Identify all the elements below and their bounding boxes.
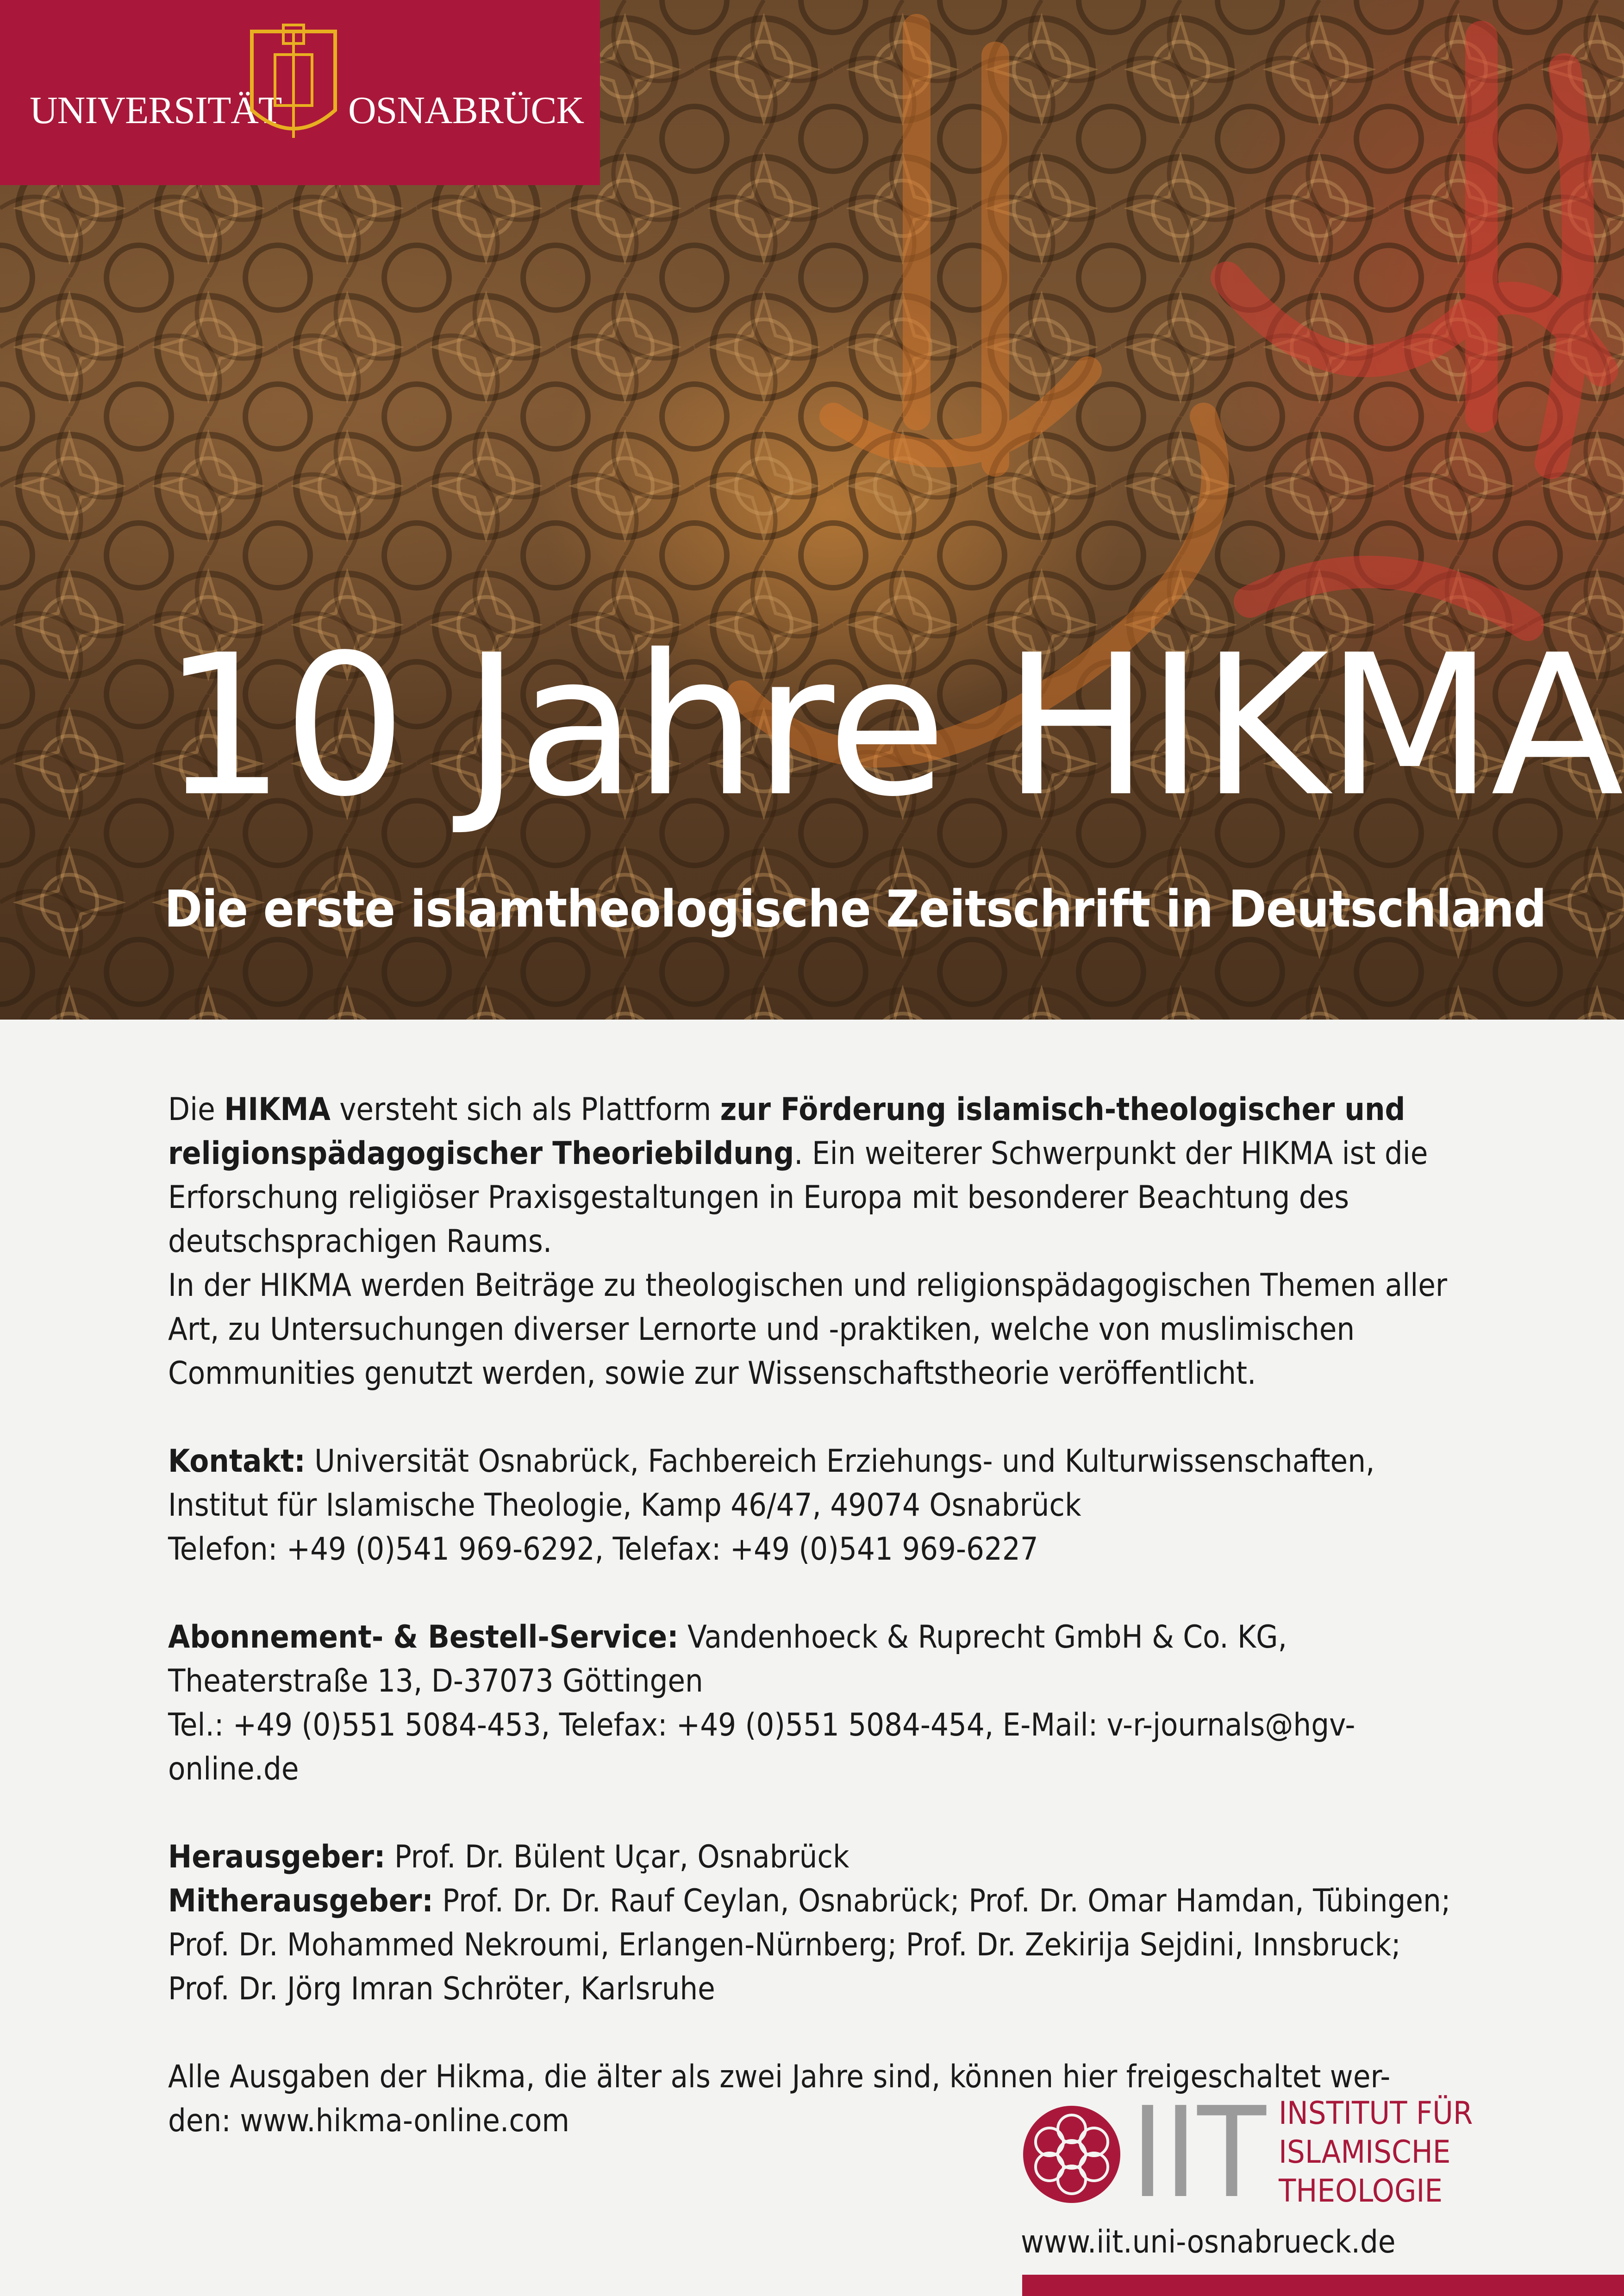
iit-name: INSTITUT FÜR ISLAMISCHE THEOLOGIE <box>1279 2095 1473 2209</box>
body-text <box>168 1088 1464 2143</box>
university-crest-icon <box>243 22 344 156</box>
page-title: 10 Jahre HIKMA <box>162 613 1621 840</box>
page-subtitle: Die erste islamtheologische Zeitschrift in Deutschland <box>164 879 1546 939</box>
editors-block: Herausgeber: Prof. Dr. Bülent Uçar, Osnabrück Mitherausgeber: Prof. Dr. Dr. Rauf Ceylan, Osnabrück; Prof. Dr. Omar Hamdan, Tübingen; Prof. Dr. Mohammed Nekroumi, Erlangen-Nürnberg; Prof. Dr. Zekirija Sejdini, Innsbruck; Prof. Dr. Jörg Imran Schröter, Karlsruhe <box>168 1839 1451 2007</box>
hero-banner <box>0 0 1624 1020</box>
contact-block: Kontakt: Universität Osnabrück, Fachbereich Erziehungs- und Kulturwissenschaften, Institut für Islamische Theologie, Kamp 46/47, 49074 Osnabrück Telefon: +49 (0)541 969-6292, Telefax: +49 (0)541 969-6227 <box>168 1443 1375 1568</box>
logo-text-right: OSNABRÜCK <box>348 89 584 132</box>
intro-paragraph: Die HIKMA versteht sich als Plattform zur Förderung islamisch-theologischer und religionspädagogischer Theoriebildung. Ein weiterer Schwerpunkt der HIKMA ist die Erforschung religiöser Praxisgestaltungen in Europa mit besonderer Beachtung des deutschsprachigen Raums. <box>168 1091 1428 1260</box>
archive-block: Alle Ausgaben der Hikma, die älter als zwei Jahre sind, können hier freigeschaltet wer- den: www.hikma-online.com <box>168 2059 1391 2139</box>
iit-letters: IIT <box>1131 2101 1266 2212</box>
university-logo <box>0 0 600 185</box>
subscription-block: Abonnement- & Bestell-Service: Vandenhoeck & Ruprecht GmbH & Co. KG, Theaterstraße 13, D-37073 Göttingen Tel.: +49 (0)551 5084-453, Telefax: +49 (0)551 5084-454, E-Mail: v-r-journals@hgv-online.de <box>168 1619 1355 1787</box>
rosette-icon <box>1023 2106 1120 2203</box>
logo-text-left: UNIVERSITÄT <box>30 89 282 132</box>
bottom-accent-bar <box>1022 2275 1624 2296</box>
iit-website-link[interactable]: www.iit.uni-osnabrueck.de <box>1021 2224 1396 2260</box>
intro-paragraph-2: In der HIKMA werden Beiträge zu theologischen und religionspädagogischen Themen aller Art, zu Untersuchungen diverser Lernorte und -praktiken, welche von muslimischen Communities genutzt werden, sowie zur Wissenschaftstheorie veröffentlicht. <box>168 1267 1448 1392</box>
